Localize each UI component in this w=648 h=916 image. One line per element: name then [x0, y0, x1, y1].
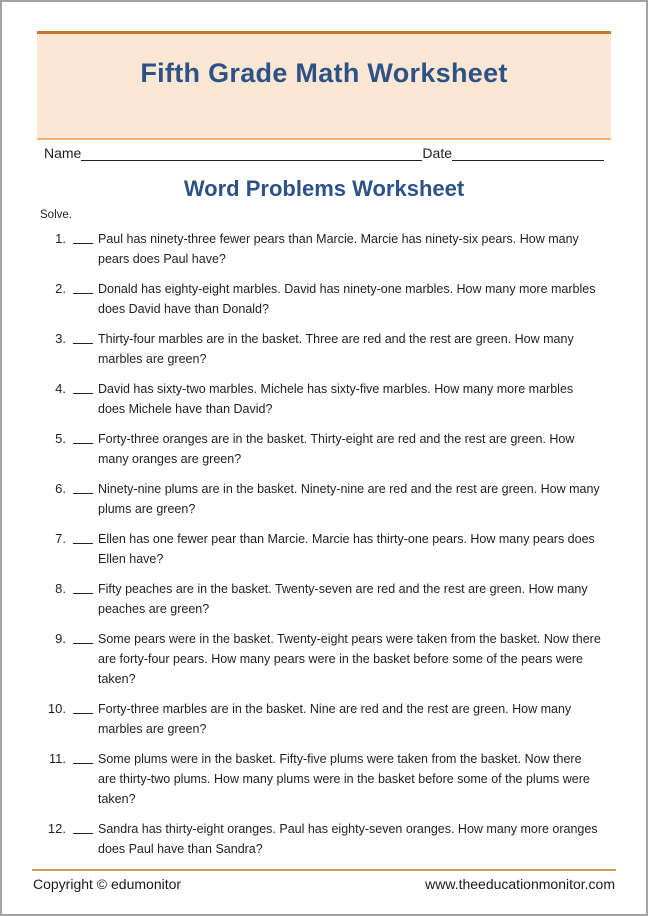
problem-row-8: [42, 579, 601, 619]
problem-row-9: [42, 629, 601, 689]
problem-text: Fifty peaches are in the basket. Twenty-seven are red and the rest are green. How many peaches are green?: [98, 582, 588, 616]
problem-text: Paul has ninety-three fewer pears than Marcie. Marcie has ninety-six pears. How many pears does Paul have?: [98, 232, 579, 266]
problem-text: Donald has eighty-eight marbles. David has ninety-one marbles. How many more marbles does David have than Donald?: [98, 282, 596, 316]
problems-list: [2, 229, 646, 869]
solve-label: Solve.: [40, 209, 72, 221]
problem-number: 12.: [47, 821, 66, 836]
problem-number: 1.: [55, 231, 66, 246]
date-blank-line[interactable]: [452, 147, 604, 161]
answer-blank[interactable]: [73, 379, 93, 394]
problem-text: David has sixty-two marbles. Michele has sixty-five marbles. How many more marbles does Michele have than David?: [98, 382, 574, 416]
answer-blank[interactable]: [73, 479, 93, 494]
problem-row-7: [42, 529, 601, 569]
problem-number: 5.: [55, 431, 66, 446]
section-heading: Word Problems Worksheet: [183, 176, 465, 201]
problem-number: 6.: [55, 481, 66, 496]
answer-blank[interactable]: [73, 579, 93, 594]
answer-blank[interactable]: [73, 229, 93, 244]
answer-blank[interactable]: [73, 329, 93, 344]
worksheet-banner: [37, 31, 611, 140]
problem-row-2: [42, 279, 601, 319]
problem-text: Ninety-nine plums are in the basket. Ninety-nine are red and the rest are green. How many plums are green?: [98, 482, 600, 516]
answer-blank[interactable]: [73, 699, 93, 714]
problem-text: Forty-three oranges are in the basket. Thirty-eight are red and the rest are green. How many oranges are green?: [98, 432, 575, 466]
website-link[interactable]: www.theeducationmonitor.com: [425, 876, 615, 892]
problem-row-1: [42, 229, 601, 269]
worksheet-title: Fifth Grade Math Worksheet: [140, 58, 508, 88]
answer-blank[interactable]: [73, 429, 93, 444]
problem-number: 10.: [47, 701, 66, 716]
problem-text: Thirty-four marbles are in the basket. Three are red and the rest are green. How many marbles are green?: [98, 332, 574, 366]
problem-row-3: [42, 329, 601, 369]
problem-number: 2.: [55, 281, 66, 296]
problem-row-6: [42, 479, 601, 519]
copyright-text: Copyright © edumonitor: [33, 876, 182, 892]
page-footer: [2, 869, 646, 914]
problem-row-4: [42, 379, 601, 419]
problem-row-12: [42, 819, 601, 859]
problem-number: 4.: [55, 381, 66, 396]
date-label: Date: [422, 145, 452, 161]
worksheet-document: [2, 2, 646, 914]
answer-blank[interactable]: [73, 279, 93, 294]
name-date-row: [44, 145, 604, 161]
answer-blank[interactable]: [73, 529, 93, 544]
problem-row-11: [42, 749, 601, 809]
problem-text: Forty-three marbles are in the basket. Nine are red and the rest are green. How many marbles are green?: [98, 702, 572, 736]
problem-number: 8.: [55, 581, 66, 596]
problem-text: Some plums were in the basket. Fifty-five plums were taken from the basket. Now there are thirty-two plums. How many plums were in the basket before some of the plums were taken?: [98, 752, 590, 806]
problem-number: 11.: [48, 751, 66, 766]
problem-row-5: [42, 429, 601, 469]
answer-blank[interactable]: [73, 819, 93, 834]
problem-number: 7.: [55, 531, 66, 546]
answer-blank[interactable]: [73, 749, 93, 764]
problem-row-10: [42, 699, 601, 739]
answer-blank[interactable]: [73, 629, 93, 644]
problem-number: 3.: [55, 331, 66, 346]
problem-number: 9.: [55, 631, 66, 646]
problem-text: Some pears were in the basket. Twenty-eight pears were taken from the basket. Now there are forty-four pears. How many pears were in the basket before some of the pears were taken?: [98, 632, 601, 686]
problem-text: Ellen has one fewer pear than Marcie. Marcie has thirty-one pears. How many pears does Ellen have?: [98, 532, 595, 566]
name-label: Name: [44, 145, 82, 161]
problem-text: Sandra has thirty-eight oranges. Paul has eighty-seven oranges. How many more oranges does Paul have than Sandra?: [98, 822, 598, 856]
name-blank-line[interactable]: [81, 147, 422, 161]
